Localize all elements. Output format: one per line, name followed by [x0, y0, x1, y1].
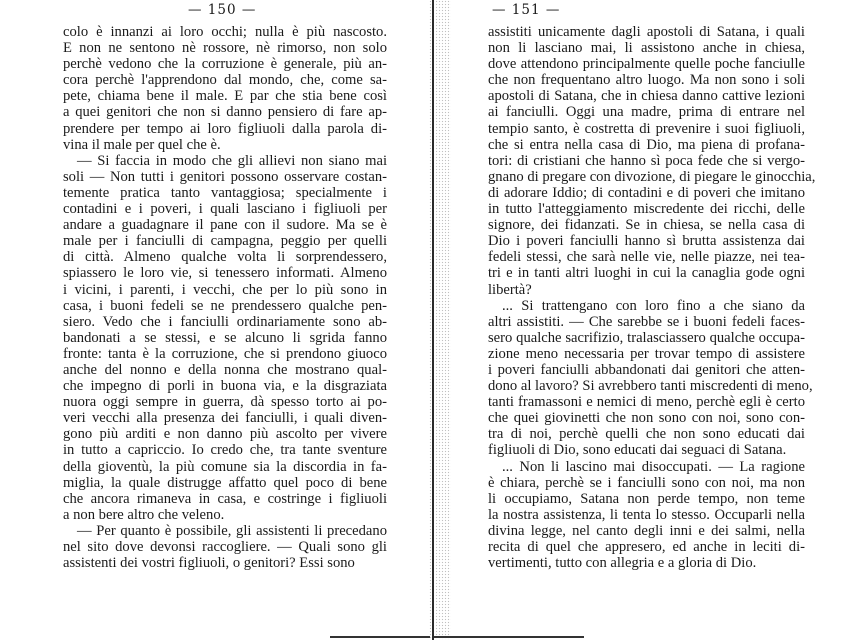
text-line: Dio i poveri fanciulli hanno sì brutta assistenza dai [488, 233, 805, 250]
text-line: di adorare Iddio; di contadini e di poveri che imitano [488, 184, 805, 201]
text-line: che ancora rimaneva in casa, e costringe i figliuoli [63, 490, 387, 507]
right-page-text [488, 24, 816, 572]
text-line: vina il male per quel che è. [63, 136, 221, 153]
text-line: che impegno di porli in buona via, e la disgraziata [63, 378, 387, 395]
text-line: tempio santo, è costretta di prevenire i suoi figliuoli, [488, 120, 805, 137]
text-line: figliuoli di Dio, sono educati dai seguaci di Satana. [488, 442, 787, 459]
text-line: miglia, la quale distrugge affatto quel poco di bene [63, 474, 387, 491]
left-page-text [63, 24, 387, 571]
text-line: spiassero le loro vie, si tenessero informati. Almeno [63, 265, 387, 282]
text-line: li occupiamo, Satana non perde tempo, non teme [488, 490, 805, 507]
text-line: ... Non li lascino mai disoccupati. — La ragione [502, 458, 805, 475]
text-line: — Per quanto è possibile, gli assistenti li precedano [77, 522, 387, 539]
text-line: i vicini, i parenti, i vecchi, che per lo più sono in [63, 281, 387, 298]
text-line: ... Si trattengano con loro fino a che siano da [502, 297, 805, 314]
text-line: pete, chiama bene il male. E par che stia bene così [63, 88, 387, 105]
text-line: che quei giovinetti che non sono con noi, sono con- [488, 410, 805, 427]
text-line: tanti framassoni e nemici di meno, perchè egli è certo [488, 394, 805, 411]
text-line: a quei genitori che non si danno pensiero di fare ap- [63, 104, 387, 121]
bottom-edge-right [434, 636, 584, 638]
text-line: della gioventù, la più comune sia la discordia in fa- [63, 458, 387, 475]
text-line: gnano di pregare con divozione, di piegare le ginocchia, [488, 168, 816, 185]
text-line: sero qualche sacrifizio, tralasciassero qualche occupa- [488, 329, 805, 346]
text-line: male per i fanciulli di campagna, peggio per quelli [63, 233, 387, 250]
text-line: recita di quel che appresero, ed anche in leciti di- [488, 539, 805, 555]
text-line: apostoli di Satana, che in chiesa danno cattive lezioni [488, 88, 805, 105]
text-line: fedeli stessi, che sarà nelle vie, nelle piazze, nei tea- [488, 249, 805, 266]
text-line: vertimenti, tutto con allegria e a gloria di Dio. [488, 555, 757, 572]
book-spine-line [432, 0, 434, 640]
text-line: i poveri fanciulli abbandonati dai genitori che atten- [488, 361, 805, 378]
text-line: in tutto l'atteggiamento miscredente dei ricchi, delle [488, 201, 805, 218]
text-line: di città. Almeno qualche volta li sorprendessero, [63, 249, 387, 266]
text-line: E non ne sentono nè rossore, nè rimorso, non solo [63, 40, 387, 57]
text-line: temente pratica tanto vantaggiosa; specialmente i [63, 184, 387, 201]
text-line: che non frequentano altro luogo. Ma non sono i soli [488, 72, 805, 89]
text-line: contadini e i poveri, i quali lasciano i figliuoli per [63, 201, 387, 218]
page-number-left: — 150 — [188, 2, 257, 18]
text-line: ai fanciulli. Oggi una madre, prima di entrare nel [488, 104, 805, 121]
text-line: tori: di cristiani che hanno sì poca fede che si vergo- [488, 152, 805, 169]
text-line: tra di noi, perchè quelli che non sono educati dai [488, 426, 805, 443]
text-line: perchè vedono che la corruzione è generale, più an- [63, 56, 387, 73]
text-line: è chiara, perchè se i fanciulli sono con noi, ma non [488, 474, 805, 491]
text-line: nel sito dove devonsi raccogliere. — Quali sono gli [63, 539, 387, 555]
text-line: prendere per tempo ai loro figliuoli dalla parola di- [63, 120, 387, 137]
text-line: altri assistiti. — Che sarebbe se i buoni fedeli faces- [488, 313, 805, 330]
text-line: — Si faccia in modo che gli allievi non siano mai [77, 152, 387, 169]
right-page [432, 0, 851, 640]
text-line: tri e in tanti altri luoghi in cui la canaglia gode ogni [488, 265, 805, 282]
text-line: non li lasciano mai, li assistono anche in chiesa, [488, 40, 805, 57]
text-line: siero. Vedo che i fanciulli ordinariamente sono ab- [63, 313, 387, 330]
bottom-edge-left [330, 636, 430, 638]
text-line: in tutto a capriccio. Io credo che, tra tante sventure [63, 442, 387, 459]
text-line: assistiti unicamente dagli apostoli di Satana, i quali [488, 24, 805, 40]
text-line: fronte: tanta è la corruzione, che si prendono giuoco [63, 345, 387, 362]
text-line: anche del nonno e della nonna che mostrano qual- [63, 361, 387, 378]
page-number-right: — 151 — [492, 2, 561, 18]
text-line: casa, i buoni fedeli se ne prendessero qualche pen- [63, 297, 387, 314]
text-line: colo è innanzi ai loro occhi; nulla è più nascosto. [63, 24, 387, 40]
text-line: bandonati a se stessi, e se alcuno li sgrida fanno [63, 329, 387, 346]
text-line: divina legge, nel canto degli inni e dei salmi, nella [488, 522, 805, 539]
text-line: zione meno necessaria per trovar tempo di assistere [488, 345, 805, 362]
text-line: a non bere altro che veleno. [63, 506, 225, 523]
text-line: signore, dei fidanzati. Se in chiesa, se nella casa di [488, 217, 805, 234]
text-line: cora perchè l'apprendono dal mondo, che, come sa- [63, 72, 387, 89]
text-line: che si entra nella casa di Dio, ma piena di profana- [488, 136, 805, 153]
text-line: dono al lavoro? Si avrebbero tanti miscredenti di meno, [488, 378, 813, 395]
text-line: veri vecchi alla presenza dei fanciulli, i quali diven- [63, 410, 387, 427]
text-line: dove attendono principalmente quelle poche fanciulle [488, 56, 805, 73]
text-line: assistenti dei vostri figliuoli, o genitori? Essi sono [63, 555, 355, 572]
text-line: gono più arditi e non danno più ascolto per vivere [63, 426, 387, 443]
text-line: soli — Non tutti i genitori possono osservare costan- [63, 168, 387, 185]
text-line: andare a guadagnare il pane con il sudore. Ma se è [63, 217, 387, 234]
text-line: nuora oggi sempre in guerra, dà spesso torto ai po- [63, 394, 387, 411]
text-line: libertà? [488, 281, 532, 298]
text-line: la nostra assistenza, li tenta lo stesso. Occuparli nella [488, 506, 805, 523]
